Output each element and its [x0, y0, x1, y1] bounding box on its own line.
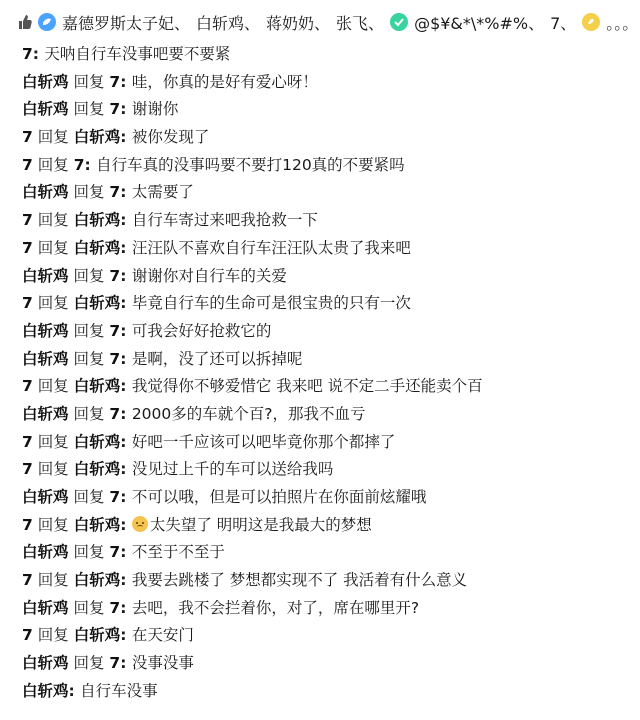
reply-label: 回复: [73, 321, 105, 340]
comment-text: 自行车寄过来吧我抢救一下: [131, 211, 318, 230]
comment-row[interactable]: [22, 235, 622, 263]
comment-text: 天呐自行车没事吧要不要紧: [44, 45, 231, 63]
reply-target[interactable]: 7: [109, 321, 121, 340]
reply-label: 回复: [73, 349, 105, 368]
thumb-up-icon: [18, 14, 32, 30]
comment-author[interactable]: 白斩鸡: [22, 654, 69, 673]
blue-avatar-icon: [38, 13, 56, 31]
reply-target[interactable]: 7: [109, 598, 121, 617]
reply-target[interactable]: 白斩鸡: [73, 515, 121, 534]
comment-text: 汪汪队不喜欢自行车汪汪队太贵了我来吧: [131, 238, 411, 257]
comment-text: 是啊，没了还可以拆掉呢: [131, 349, 303, 368]
comment-colon: :: [68, 681, 81, 700]
comment-text: 在天安门: [131, 626, 194, 645]
reply-label: 回复: [37, 377, 69, 396]
comment-author[interactable]: 白斩鸡: [22, 183, 69, 202]
comment-author[interactable]: 白斩鸡: [22, 681, 69, 700]
sad-emoji-icon: [132, 516, 148, 532]
reply-label: 回复: [37, 238, 69, 257]
comment-row[interactable]: [22, 124, 622, 152]
comment-text: 被你发现了: [131, 128, 210, 147]
reply-label: 回复: [37, 211, 69, 230]
comment-colon: :: [120, 349, 132, 368]
comment-colon: :: [120, 266, 132, 285]
reply-target[interactable]: 7: [109, 654, 121, 673]
comment-row[interactable]: [22, 346, 622, 374]
comment-text: 没事没事: [131, 654, 194, 673]
comment-colon: :: [120, 183, 132, 202]
reply-label: 回复: [37, 128, 69, 147]
comment-colon: :: [120, 598, 132, 617]
comment-row[interactable]: [22, 595, 622, 623]
comment-author[interactable]: 7: [22, 377, 33, 396]
reply-target[interactable]: 白斩鸡: [73, 294, 121, 313]
comment-colon: :: [120, 377, 132, 396]
comment-row[interactable]: [22, 429, 622, 457]
reply-target[interactable]: 白斩鸡: [73, 626, 121, 645]
comment-colon: :: [120, 654, 132, 673]
like-name-5[interactable]: @$¥&*\*%#%、: [414, 13, 545, 33]
comment-author[interactable]: 白斩鸡: [22, 321, 69, 340]
comment-colon: :: [120, 515, 132, 534]
comment-colon: :: [120, 432, 132, 451]
comment-row[interactable]: [22, 207, 622, 235]
reply-target[interactable]: 7: [109, 349, 121, 368]
reply-label: 回复: [73, 598, 105, 617]
comment-text: 我要去跳楼了 梦想都实现不了 我活着有什么意义: [131, 571, 468, 590]
comment-colon: :: [120, 211, 132, 230]
comment-text: 可我会好好抢救它的: [131, 321, 272, 340]
comment-author[interactable]: 白斩鸡: [22, 100, 69, 119]
reply-target[interactable]: 7: [109, 100, 121, 119]
reply-target[interactable]: 7: [109, 488, 121, 506]
comment-text: 毕竟自行车的生命可是很宝贵的只有一次: [131, 294, 411, 313]
comment-author[interactable]: 白斩鸡: [22, 598, 69, 617]
reply-label: 回复: [37, 515, 69, 534]
reply-target[interactable]: 7: [109, 183, 121, 202]
likes-ellipsis: 。。。: [606, 13, 639, 33]
reply-label: 回复: [73, 72, 105, 91]
comment-text: 没见过上千的车可以送给我吗: [131, 460, 334, 479]
comment-author[interactable]: 7: [22, 515, 33, 534]
comment-text: 自行车真的没事吗要不要打120真的不要紧吗: [96, 155, 405, 174]
comment-text: 自行车没事: [80, 681, 158, 700]
comment-colon: :: [120, 626, 132, 645]
comment-row[interactable]: [22, 567, 622, 595]
comment-author[interactable]: 7: [22, 460, 33, 479]
comment-colon: :: [120, 100, 132, 119]
comment-row[interactable]: [22, 512, 622, 540]
comment-row[interactable]: [22, 622, 622, 650]
comment-author[interactable]: 7: [22, 626, 33, 645]
comment-colon: :: [120, 543, 132, 562]
reply-label: 回复: [73, 404, 105, 423]
comment-author[interactable]: 白斩鸡: [22, 404, 69, 423]
comment-text: 谢谢你: [131, 100, 179, 119]
comment-text: 哇，你真的是好有爱心呀！: [131, 72, 318, 91]
comment-row[interactable]: [22, 152, 622, 180]
comment-author[interactable]: 7: [22, 155, 33, 174]
reply-target[interactable]: 白斩鸡: [73, 432, 121, 451]
comment-row[interactable]: [22, 650, 622, 678]
comment-author[interactable]: 7: [22, 128, 33, 147]
reply-label: 回复: [37, 626, 69, 645]
reply-target[interactable]: 7: [109, 404, 121, 423]
comment-row[interactable]: [22, 456, 622, 484]
comment-text: 不至于不至于: [131, 543, 225, 562]
reply-label: 回复: [37, 460, 69, 479]
comment-author[interactable]: 白斩鸡: [22, 543, 69, 562]
comment-author[interactable]: 白斩鸡: [22, 349, 69, 368]
reply-label: 回复: [73, 183, 105, 202]
comment-author[interactable]: 7: [22, 45, 33, 63]
comment-row[interactable]: [22, 290, 622, 318]
comment-row[interactable]: [22, 263, 622, 291]
green-avatar-icon: [390, 13, 408, 31]
reply-label: 回复: [37, 294, 69, 313]
comment-row[interactable]: [22, 373, 622, 401]
like-name-3[interactable]: 蒋奶奶、: [266, 13, 331, 33]
comment-text: 2000多的车就个百?，那我不血亏: [131, 404, 366, 423]
comment-author[interactable]: 7: [22, 211, 33, 230]
comment-row[interactable]: [22, 96, 622, 124]
yellow-avatar-icon: [582, 13, 600, 31]
reply-target[interactable]: 7: [109, 72, 121, 91]
reply-label: 回复: [73, 488, 105, 506]
like-name-1[interactable]: 嘉德罗斯太子妃、: [62, 13, 191, 33]
comment-text: 好吧一千应该可以吧毕竟你那个都摔了: [131, 432, 396, 451]
reply-target[interactable]: 7: [73, 155, 85, 174]
comment-colon: :: [120, 404, 132, 423]
reply-target[interactable]: 白斩鸡: [73, 571, 121, 590]
comment-row[interactable]: [22, 401, 622, 429]
comment-author[interactable]: 7: [22, 432, 33, 451]
comment-list: [22, 41, 622, 706]
reply-target[interactable]: 白斩鸡: [73, 211, 121, 230]
comment-colon: :: [120, 488, 132, 506]
likes-row: [18, 8, 638, 36]
comment-text: 太失望了 明明这是我最大的梦想: [149, 515, 372, 534]
like-name-2[interactable]: 白斩鸡、: [196, 13, 261, 33]
comment-row[interactable]: [22, 678, 622, 706]
comment-row[interactable]: [22, 69, 622, 97]
comment-row[interactable]: [22, 179, 622, 207]
comment-author[interactable]: 白斩鸡: [22, 72, 69, 91]
reply-label: 回复: [37, 155, 69, 174]
reply-target[interactable]: 白斩鸡: [73, 238, 121, 257]
comment-row[interactable]: [22, 318, 622, 346]
reply-label: 回复: [37, 432, 69, 451]
reply-target[interactable]: 白斩鸡: [73, 128, 121, 147]
comment-text: 我觉得你不够爱惜它 我来吧 说不定二手还能卖个百: [131, 377, 483, 396]
comment-colon: :: [120, 72, 132, 91]
reply-target[interactable]: 白斩鸡: [73, 377, 121, 396]
comment-row[interactable]: [22, 539, 622, 567]
comment-author[interactable]: 白斩鸡: [22, 488, 69, 506]
comment-author[interactable]: 7: [22, 238, 33, 257]
reply-target[interactable]: 7: [109, 543, 121, 562]
reply-label: 回复: [37, 571, 69, 590]
like-name-6[interactable]: 7、: [550, 13, 577, 33]
comment-text: 不可以哦，但是可以拍照片在你面前炫耀哦: [131, 488, 427, 506]
comment-text: 去吧，我不会拦着你，对了，席在哪里开?: [131, 598, 420, 617]
comment-author[interactable]: 7: [22, 571, 33, 590]
reply-target[interactable]: 白斩鸡: [73, 460, 121, 479]
reply-label: 回复: [73, 100, 105, 119]
comment-row[interactable]: [22, 41, 622, 69]
reply-target[interactable]: 7: [109, 266, 121, 285]
reply-label: 回复: [73, 543, 105, 562]
comment-text: 谢谢你对自行车的关爱: [131, 266, 287, 285]
reply-label: 回复: [73, 266, 105, 285]
comment-colon: :: [120, 238, 132, 257]
comment-author[interactable]: 白斩鸡: [22, 266, 69, 285]
comment-author[interactable]: 7: [22, 294, 33, 313]
comment-colon: :: [84, 155, 97, 174]
comment-colon: :: [120, 571, 132, 590]
comment-colon: :: [120, 321, 132, 340]
comment-colon: :: [120, 460, 132, 479]
comment-colon: :: [120, 128, 132, 147]
like-name-4[interactable]: 张飞、: [336, 13, 385, 33]
comment-colon: :: [120, 294, 132, 313]
comment-row[interactable]: [22, 484, 622, 512]
reply-label: 回复: [73, 654, 105, 673]
comment-text: 太需要了: [131, 183, 194, 202]
comment-colon: :: [32, 45, 45, 63]
